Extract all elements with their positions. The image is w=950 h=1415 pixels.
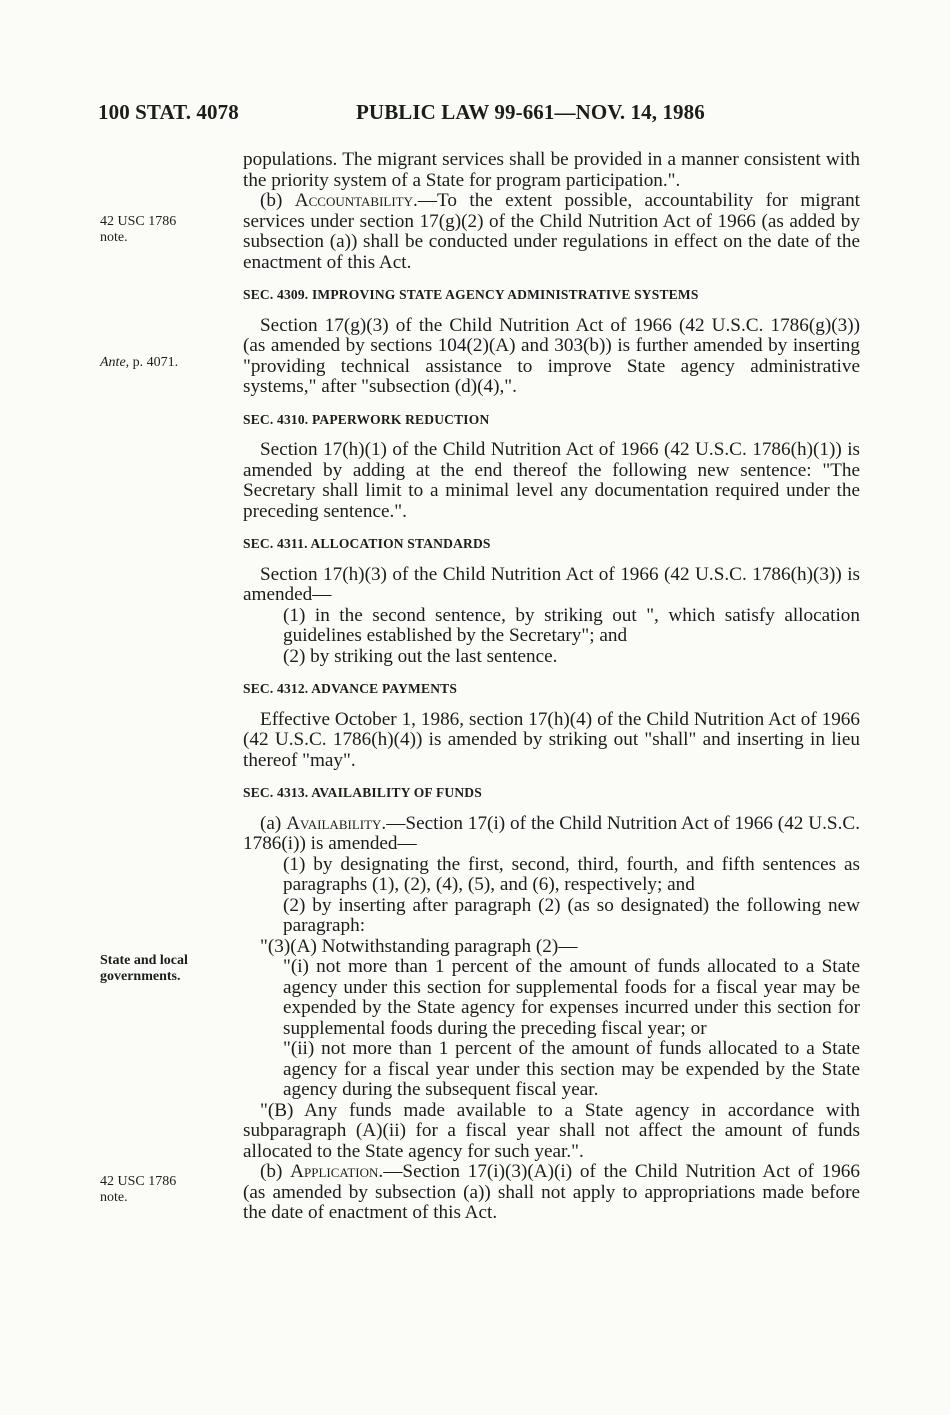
- margin-note-usc-2-note: note.: [100, 1190, 128, 1205]
- stat-reference: 100 STAT. 4078: [98, 100, 239, 124]
- margin-note-ante-italic: Ante,: [100, 355, 130, 370]
- section-4313-b-label: (b): [260, 1161, 291, 1182]
- margin-note-ante: [100, 355, 215, 371]
- section-4313-a-label: (a): [260, 812, 287, 834]
- page-title: PUBLIC LAW 99-661—NOV. 14, 1986: [356, 100, 705, 124]
- section-4313-b: [243, 1162, 860, 1224]
- section-4311-heading: SEC. 4311. ALLOCATION STANDARDS: [243, 536, 491, 551]
- section-4313-item-1: (1) by designating the first, second, third, fourth, and fifth sentences as paragraphs (1), (2), (4), (5), and (6), respectively; and: [283, 853, 860, 895]
- section-4311-item-1: (1) in the second sentence, by striking out ", which satisfy allocation guidelines established by the Secretary"; and: [283, 604, 860, 646]
- margin-note-state-local: State and local governments.: [100, 953, 188, 984]
- accountability-label: (b): [260, 190, 295, 211]
- document-body: [243, 150, 860, 1224]
- section-4311-text: Section 17(h)(3) of the Child Nutrition Act of 1966 (42 U.S.C. 1786(h)(3)) is amended—: [243, 563, 860, 605]
- margin-note-ante-page: p. 4071.: [129, 355, 179, 370]
- margin-note-usc-1: [100, 214, 215, 246]
- section-4313-b-text: .—Section 17(i)(3)(A)(i) of the Child Nutrition Act of 1966 (as amended by subsection (a)) shall not apply to appropriations made before the date of enactment of this Act.: [243, 1161, 860, 1223]
- paragraph-3a-ii: "(ii) not more than 1 percent of the amount of funds allocated to a State agency for a fiscal year under this section may be expended by the State agency during the subsequent fiscal year.: [283, 1038, 860, 1100]
- section-4309-heading: SEC. 4309. IMPROVING STATE AGENCY ADMINISTRATIVE SYSTEMS: [243, 287, 699, 302]
- paragraph-3a: "(3)(A) Notwithstanding paragraph (2)—: [260, 935, 578, 957]
- section-4310-text: Section 17(h)(1) of the Child Nutrition Act of 1966 (42 U.S.C. 1786(h)(1)) is amended by adding at the end thereof the following new sentence: "The Secretary shall limit to a minimal level any documentation required under the preceding sentence.".: [243, 439, 860, 522]
- paragraph-3a-i: "(i) not more than 1 percent of the amount of funds allocated to a State agency under this section for supplemental foods for a fiscal year may be expended by the State agency for expenses incurred under this section for supplemental foods during the preceding fiscal year; or: [283, 956, 860, 1039]
- section-4310-heading: SEC. 4310. PAPERWORK REDUCTION: [243, 411, 490, 427]
- section-4312-heading: SEC. 4312. ADVANCE PAYMENTS: [243, 681, 458, 696]
- section-4311-item-2: (2) by striking out the last sentence.: [283, 645, 558, 667]
- section-4313-a: [243, 814, 860, 855]
- section-4309-text: Section 17(g)(3) of the Child Nutrition Act of 1966 (42 U.S.C. 1786(g)(3)) (as amended by sections 104(2)(A) and 303(b)) is further amended by inserting "providing technical assistance to improve State agency administrative systems," after "subsection (d)(4),".: [243, 314, 860, 397]
- paragraph-accountability: [243, 191, 860, 273]
- section-4313-a-text: .—Section 17(i) of the Child Nutrition Act of 1966 (42 U.S.C. 1786(i)) is amended—: [243, 812, 860, 854]
- margin-note-usc-1-ref: 42 USC 1786: [100, 214, 177, 229]
- section-4313-b-heading: Application: [290, 1161, 379, 1182]
- section-4312-text: Effective October 1, 1986, section 17(h)(4) of the Child Nutrition Act of 1966 (42 U.S.C. 1786(h)(4)) is amended by striking out "shall" and inserting in lieu thereof "may".: [243, 708, 860, 771]
- section-4313-item-2: (2) by inserting after paragraph (2) (as so designated) the following new paragraph:: [283, 894, 860, 936]
- paragraph-3b: "(B) Any funds made available to a State agency in accordance with subparagraph (A)(ii) for a fiscal year shall not affect the amount of funds allocated to the State agency for such year.".: [243, 1099, 860, 1162]
- margin-note-usc-2-ref: 42 USC 1786: [100, 1174, 177, 1189]
- margin-note-usc-2: [100, 1174, 215, 1206]
- section-4313-a-heading: Availability: [286, 812, 382, 834]
- accountability-heading: Accountability: [294, 190, 414, 211]
- paragraph-continuation: populations. The migrant services shall be provided in a manner consistent with the priority system of a State for program participation.".: [243, 149, 860, 191]
- accountability-text: .—To the extent possible, accountability for migrant services under section 17(g)(2) of the Child Nutrition Act of 1966 (as added by subsection (a)) shall be conducted under regulations in effect on the date of the enactment of this Act.: [243, 190, 861, 273]
- margin-note-usc-1-note: note.: [100, 230, 128, 245]
- section-4313-heading: SEC. 4313. AVAILABILITY OF FUNDS: [243, 785, 482, 800]
